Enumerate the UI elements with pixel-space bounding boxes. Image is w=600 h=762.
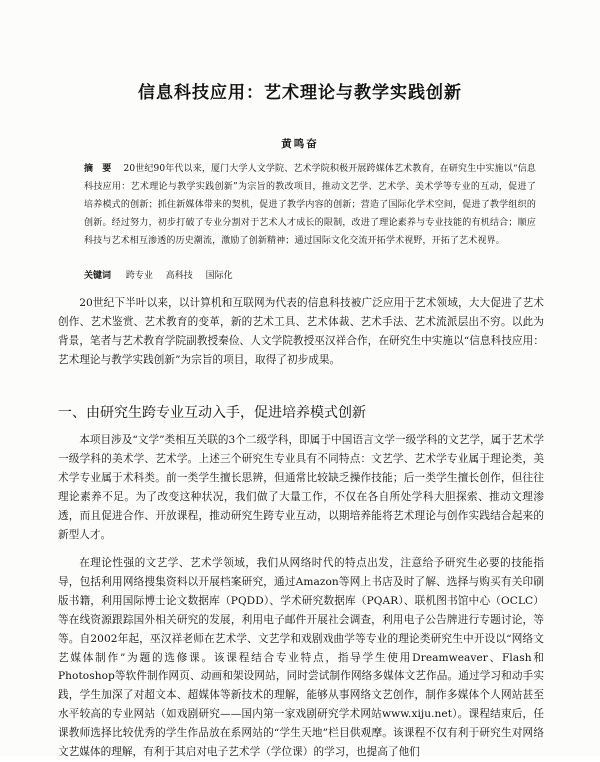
abstract-text: 20世纪90年代以来，厦门大学人文学院、艺术学院积极开展跨媒体艺术教育，在研究生中实施以“信息科技应用：艺术理论与教学实践创新”为宗旨的教改项目，推动文艺学、艺术学、美术学等专业的互动，促进了培养模式的创新；抓住新媒体带来的契机，促进了教学内容的创新；营造了国际化学术空间，促进了教学组织的创新。经过努力，初步打破了专业分割对于艺术人才成长的限制，改进了理论素养与专业技能的有机结合；顺应科技与艺术相互渗透的历史潮流，激励了创新精神；通过国际文化交流开拓学术视野，开拓了艺术视界。 [84,164,537,247]
abstract-label: 摘 要 [84,164,112,174]
author-name: 黄鸣奋 [281,138,319,150]
paper-title: 信息科技应用：艺术理论与教学实践创新 [138,83,462,103]
keywords-label: 关键词 [84,271,112,281]
keyword-item: 高科技 [165,271,193,281]
body-paragraph: 在理论性强的文艺学、艺术学领域，我们从网络时代的特点出发，注意给予研究生必要的技能指导，包括利用网络搜集资料以开展档案研究，通过Amazon等网上书店及时了解、选择与购买有关印刷版书籍，利用国际博士论文数据库（PQDD）、学术研究数据库（PQAR）、联机图书馆中心（OCLC）等在线资源跟踪国外相关研究的发展，利用电子邮件开展社会调查，利用电子公告牌进行专题讨论，等等。自2002年起，巫汉祥老师在艺术学、文艺学和戏剧戏曲学等专业的理论类研究生中开设以“网络文艺媒体制作”为题的选修课。该课程结合专业特点，指导学生使用Dreamweaver、Flash和Photoshop等软件制作网页、动画和架设网站，同时尝试制作网络多媒体文艺作品。通过学习和动手实践，学生加深了对超文本、超媒体等新技术的理解，能够从事网络文艺创作，制作多媒体个人网站甚至水平较高的专业网站（如戏剧研究——国内第一家戏剧研究学术网站www.xiju.net）。课程结束后，任课教师选择比较优秀的学生作品放在系网站的“学生天地”栏目供观摩。该课程不仅有利于研究生对网络文艺媒体的理解，有利于其启对电子艺术学（学位课）的学习，也提高了他们 [58,557,544,759]
section-heading: 一、由研究生跨专业互动入手，促进培养模式创新 [58,405,366,421]
keyword-item: 国际化 [205,271,233,281]
body-paragraph-intro: 20世纪下半叶以来，以计算机和互联网为代表的信息科技被广泛应用于艺术领域，大大促进了艺术创作、艺术鉴赏、艺术教育的变革，新的艺术工具、艺术体裁、艺术手法、艺术流派层出不穷。以此为背景，笔者与艺术教育学院副教授秦俭、人文学院教授巫汉祥合作，在研究生中实施以“信息科技应用：艺术理论与教学实践创新”为宗旨的项目，取得了初步成果。 [58,297,544,366]
keywords-block [84,268,536,284]
body-paragraph: 本项目涉及“文学”类相互关联的3个二级学科，即属于中国语言文学一级学科的文艺学，属于艺术学一级学科的美术学、艺术学。上述三个研究生专业具有不同特点：文艺学、艺术学专业属于理论类，美术学专业属于术科类。前一类学生擅长思辨，但通常比较缺乏操作技能；后一类学生擅长创作，但往往理论素养不足。为了改变这种状况，我们做了大量工作，不仅在各自所处学科大胆探索、推动文理渗透，而且促进合作、开放课程，推动研究生跨专业互动，以期培养能将艺术理论与创作实践结合起来的新型人才。 [58,434,544,541]
keyword-item: 跨专业 [125,271,153,281]
abstract-block [84,160,536,250]
